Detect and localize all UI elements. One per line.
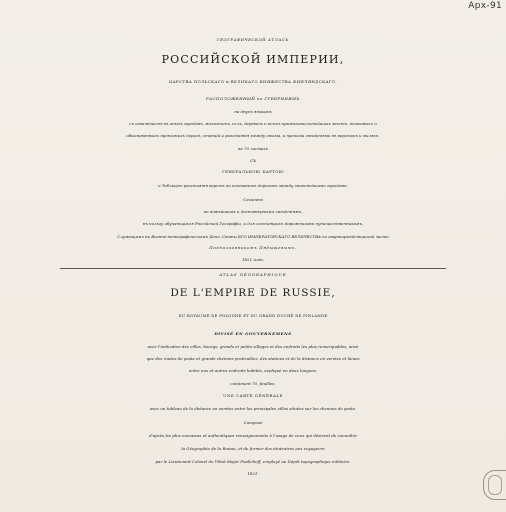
ru-atlas-heading: ГЕОГРАФИЧЕСКОЙ АТЛАСЪ xyxy=(217,37,289,42)
ru-composed-line: Сочинено xyxy=(242,197,263,202)
fr-description-line-2: que des routes de poste et grands chemins praticables, des stations et de la distance en verstes et lieues xyxy=(146,356,360,361)
ru-division-line: РАСПОЛОЖЕННЫЙ по ГУБЕРНИЯМЪ xyxy=(206,96,300,101)
ru-year: 1821 года. xyxy=(241,257,265,262)
ru-sheets-line: на 70 листахъ xyxy=(237,146,269,151)
ru-empire-title: РОССИЙСКОЙ ИМПЕРИИ, xyxy=(161,53,345,66)
ru-table-line: и Таблицею разстоянiя верстъ по почтовымъ дорогамъ между знатнѣйшими городами. xyxy=(158,183,348,188)
ru-purpose-line: въ пользу обучающихся Россiйской Географiи, и для состоящихъ дорожниковъ путешественникамъ, xyxy=(142,221,364,226)
fr-atlas-heading: ATLAS GÉOGRAPHIQUE xyxy=(219,272,287,277)
ru-with-line: СЪ xyxy=(249,158,257,163)
archive-mark: Арх-91 xyxy=(468,1,502,11)
fr-description-line-1: avec l'indication des villes, bourgs, grands et petits villages et des endroits les plus remarquables, ainsi xyxy=(147,344,359,349)
library-stamp xyxy=(483,470,506,500)
fr-year: 1821. xyxy=(247,471,259,476)
fr-description-line-3: entre eux et autres endroits habités, expliqué en deux langues. xyxy=(188,368,318,373)
fr-table-line: avec un tableau de la distance en verstes entre les principales villes situées sur les chemins de poste. xyxy=(149,406,357,411)
section-divider xyxy=(60,268,446,269)
fr-general-map-line: UNE CARTE GÉNÉRALE xyxy=(223,393,283,398)
fr-composed-line: Composé xyxy=(243,420,263,425)
ru-author-name: Подполковникомъ Пядышевымъ. xyxy=(209,245,297,250)
ru-general-map-line: ГЕНЕРАЛЬНОЮ КАРТОЮ xyxy=(222,169,284,174)
ru-kingdom-line: ЦАРСТВА ПОЛЬСКАГО и ВЕЛИКАГО КНЯЖЕСТВА ФИНЛЯНДСКАГО. xyxy=(168,79,338,84)
fr-sources-line: d'après les plus nouveaux et authentiques renseignements à l'usage de ceux qui désirent de connaître xyxy=(149,433,357,438)
ru-languages-line: на двухъ языкахъ xyxy=(234,109,272,114)
ru-author-service-line: Служащимъ въ Военно-топографическомъ Депо, Свиты ЕГО ИМПЕРАТОРСКАГО ВЕЛИЧЕСТВА по квартирмейстерской части xyxy=(117,234,389,239)
fr-author-line: par le Lieutenant-Colonel de l'Etat-Major Piadicheff, employé au Dépôt topographique militaire. xyxy=(155,459,351,464)
fr-empire-title: DE L'EMPIRE DE RUSSIE, xyxy=(170,287,336,299)
fr-purpose-line: la Géographie de la Russie, et de former des itinéraires aux voyageurs xyxy=(181,446,325,451)
ru-description-line-2: обыкновенныхъ проѣзжихъ дорогъ, станцiй и разстоянiя между оными, и прочими свѣденiями въ верстахъ и миляхъ. xyxy=(126,133,380,138)
fr-kingdom-line: DU ROYAUME DE POLOGNE ET DU GRAND DUCHÉ DE FINLANDE xyxy=(178,313,328,318)
ru-sources-line: по новѣйшимъ и достовѣрнымъ свѣденiямъ, xyxy=(203,209,303,214)
ru-description-line-1: съ означениемъ въ оныхъ городовъ, мѣстечекъ, селъ, деревень и всѣхъ примѣчательнѣйшихъ мѣстъ, почтовыхъ и xyxy=(129,121,377,126)
fr-division-line: DIVISÉ EN GOUVERNEMENS xyxy=(214,331,292,336)
fr-sheets-line: contenant 70. feuilles, xyxy=(230,381,276,386)
